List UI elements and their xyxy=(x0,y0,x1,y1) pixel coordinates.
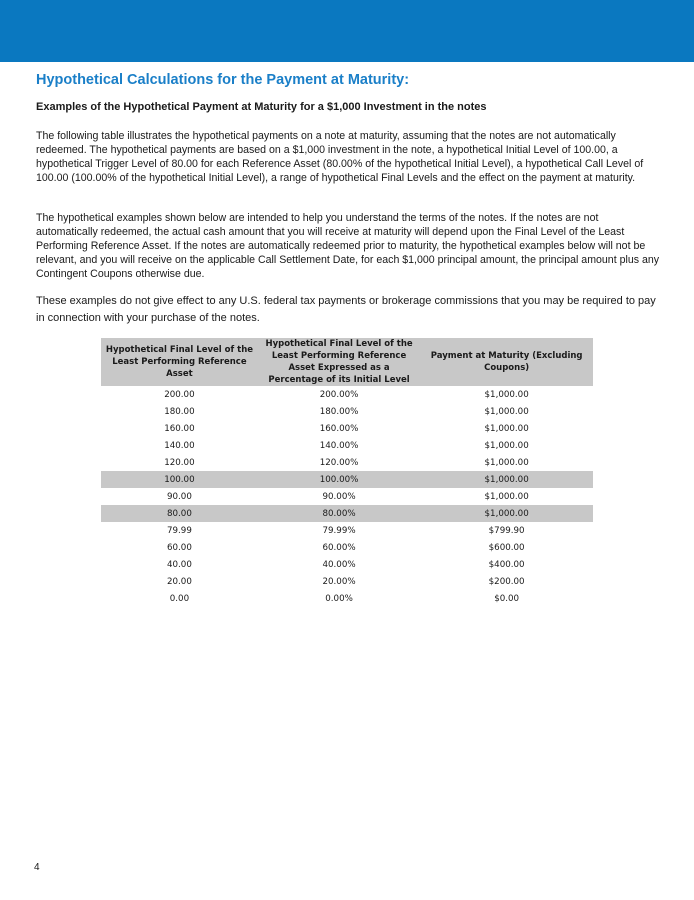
cell-final-level: 80.00 xyxy=(101,505,258,522)
cell-final-level: 140.00 xyxy=(164,440,195,451)
page-number: 4 xyxy=(34,862,40,873)
table-row xyxy=(101,403,593,420)
cell-payment: $1,000.00 xyxy=(484,440,529,451)
cell-payment: $1,000.00 xyxy=(420,471,593,488)
cell-percentage: 0.00% xyxy=(325,593,353,604)
cell-final-level: 90.00 xyxy=(166,491,192,502)
cell-payment: $400.00 xyxy=(488,559,525,570)
cell-final-level: 200.00 xyxy=(164,389,195,400)
cell-payment: $1,000.00 xyxy=(484,423,529,434)
cell-percentage: 60.00% xyxy=(322,542,356,553)
cell-final-level: 20.00 xyxy=(166,576,192,587)
cell-percentage: 100.00% xyxy=(258,471,420,488)
cell-payment: $1,000.00 xyxy=(484,406,529,417)
table-row xyxy=(101,573,593,590)
table-row xyxy=(101,590,593,607)
table-row xyxy=(101,505,593,522)
header-final-level-percentage: Hypothetical Final Level of the Least Performing Reference Asset Expressed as a Percentage of its Initial Level xyxy=(258,338,420,386)
payment-at-maturity-table xyxy=(101,338,593,607)
cell-final-level: 100.00 xyxy=(101,471,258,488)
table-row xyxy=(101,386,593,403)
cell-percentage: 120.00% xyxy=(319,457,359,468)
table-row xyxy=(101,420,593,437)
cell-payment: $799.90 xyxy=(488,525,525,536)
table-row xyxy=(101,454,593,471)
cell-payment: $1,000.00 xyxy=(420,505,593,522)
table-row xyxy=(101,522,593,539)
cell-payment: $1,000.00 xyxy=(484,389,529,400)
cell-percentage: 40.00% xyxy=(322,559,356,570)
cell-final-level: 79.99 xyxy=(166,525,192,536)
cell-payment: $1,000.00 xyxy=(484,457,529,468)
table-row xyxy=(101,437,593,454)
cell-payment: $1,000.00 xyxy=(484,491,529,502)
cell-percentage: 90.00% xyxy=(322,491,356,502)
cell-final-level: 0.00 xyxy=(169,593,190,604)
table-row xyxy=(101,471,593,488)
cell-percentage: 79.99% xyxy=(322,525,356,536)
cell-percentage: 140.00% xyxy=(319,440,359,451)
header-final-level: Hypothetical Final Level of the Least Performing Reference Asset xyxy=(101,338,258,386)
section-title: Hypothetical Calculations for the Payment at Maturity: xyxy=(36,72,410,88)
cell-payment: $0.00 xyxy=(494,593,520,604)
header-band xyxy=(0,0,694,62)
table-row xyxy=(101,556,593,573)
cell-final-level: 120.00 xyxy=(164,457,195,468)
cell-percentage: 80.00% xyxy=(258,505,420,522)
cell-payment: $600.00 xyxy=(488,542,525,553)
intro-paragraph: The following table illustrates the hypothetical payments on a note at maturity, assuming that the notes are not automatically redeemed. The hypothetical payments are based on a $1,000 investment in the note, a hypothetical Initial Level of 100.00, a hypothetical Trigger Level of 80.00 for each Reference Asset (80.00% of the hypothetical Initial Level), a hypothetical Call Level of 100.00 (100.00% of the hypothetical Initial Level), a range of hypothetical Final Levels and the effect on the payment at maturity. xyxy=(36,130,644,184)
cell-percentage: 160.00% xyxy=(319,423,359,434)
cell-final-level: 60.00 xyxy=(166,542,192,553)
cell-final-level: 160.00 xyxy=(164,423,195,434)
table-body xyxy=(101,386,593,607)
cell-percentage: 200.00% xyxy=(319,389,359,400)
examples-paragraph: The hypothetical examples shown below are intended to help you understand the terms of the notes. If the notes are not automatically redeemed, the actual cash amount that you will receive at maturity will depend upon the Final Level of the Least Performing Reference Asset. If the notes are automatically redeemed prior to maturity, the hypothetical examples below will not be relevant, and you will receive on the applicable Call Settlement Date, for each $1,000 principal amount, the principal amount plus any Contingent Coupons otherwise due. xyxy=(36,212,660,280)
cell-percentage: 20.00% xyxy=(322,576,356,587)
tax-disclaimer-paragraph: These examples do not give effect to any U.S. federal tax payments or brokerage commissions that you may be required to pay in connection with your purchase of the notes. xyxy=(36,295,656,324)
cell-final-level: 40.00 xyxy=(166,559,192,570)
cell-payment: $200.00 xyxy=(488,576,525,587)
cell-final-level: 180.00 xyxy=(164,406,195,417)
examples-subheading: Examples of the Hypothetical Payment at Maturity for a $1,000 Investment in the notes xyxy=(36,101,487,113)
cell-percentage: 180.00% xyxy=(319,406,359,417)
header-payment-at-maturity: Payment at Maturity (Excluding Coupons) xyxy=(420,338,593,386)
table-row xyxy=(101,539,593,556)
table-row xyxy=(101,488,593,505)
table-header-row xyxy=(101,338,593,386)
